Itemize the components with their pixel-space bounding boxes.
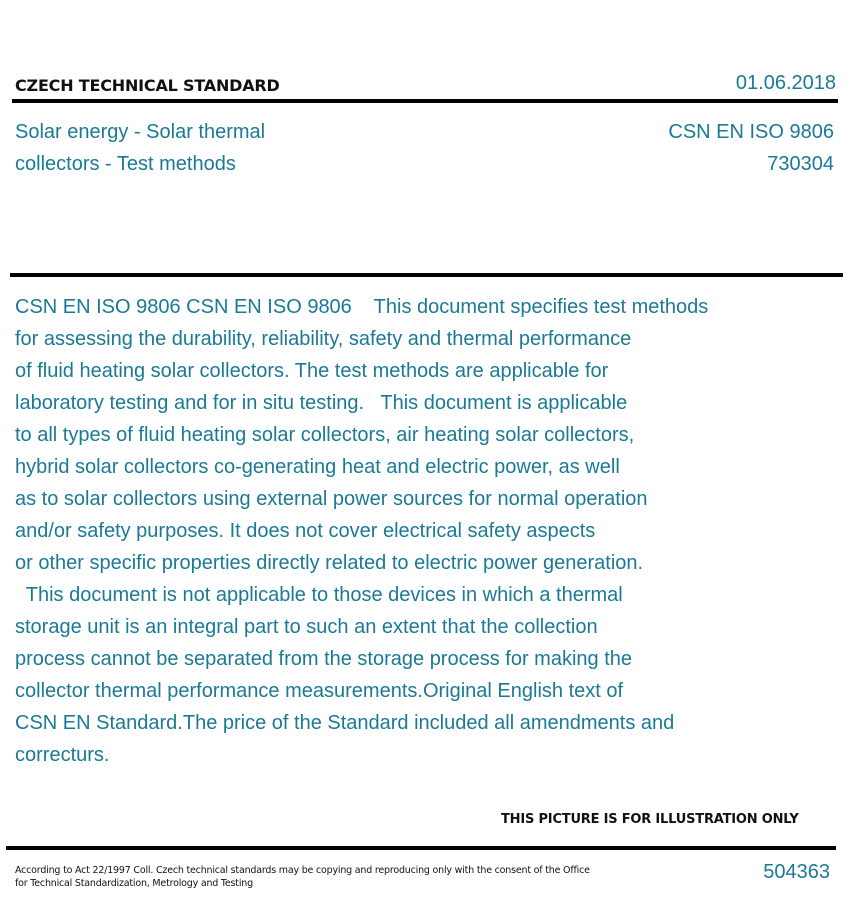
- abstract-line: This document is not applicable to those devices in which a thermal: [15, 584, 623, 606]
- header-title: CZECH TECHNICAL STANDARD: [15, 76, 280, 95]
- legal-notice: [15, 864, 595, 890]
- abstract-line: CSN EN Standard.The price of the Standard included all amendments and: [15, 712, 675, 734]
- legal-notice-line: for Technical Standardization, Metrology and Testing: [15, 878, 253, 889]
- abstract-line: collector thermal performance measurements.Original English text of: [15, 680, 624, 702]
- abstract-line: correcturs.: [15, 744, 110, 766]
- document-identifiers: [668, 116, 834, 180]
- abstract-line: laboratory testing and for in situ testing. This document is applicable: [15, 392, 628, 414]
- abstract-text: [15, 291, 795, 771]
- abstract-line: for assessing the durability, reliability, safety and thermal performance: [15, 328, 632, 350]
- abstract-line: and/or safety purposes. It does not cover electrical safety aspects: [15, 520, 596, 542]
- catalog-number: 504363: [763, 861, 830, 883]
- abstract-line: or other specific properties directly related to electric power generation.: [15, 552, 644, 574]
- abstract-line: CSN EN ISO 9806 CSN EN ISO 9806 This document specifies test methods: [15, 296, 709, 318]
- abstract-line: as to solar collectors using external power sources for normal operation: [15, 488, 648, 510]
- standard-number: CSN EN ISO 9806: [668, 121, 834, 143]
- abstract-line: storage unit is an integral part to such an extent that the collection: [15, 616, 598, 638]
- abstract-line: hybrid solar collectors co-generating heat and electric power, as well: [15, 456, 620, 478]
- class-code: 730304: [767, 153, 834, 175]
- document-title-line: Solar energy - Solar thermal: [15, 121, 266, 143]
- abstract-line: process cannot be separated from the storage process for making the: [15, 648, 633, 670]
- legal-notice-line: According to Act 22/1997 Coll. Czech technical standards may be copying and reproducing only with the consent of the Office: [15, 865, 590, 876]
- abstract-line: of fluid heating solar collectors. The test methods are applicable for: [15, 360, 609, 382]
- document-title-line: collectors - Test methods: [15, 153, 236, 175]
- illustration-note: THIS PICTURE IS FOR ILLUSTRATION ONLY: [501, 812, 799, 827]
- footer-divider: [6, 846, 836, 850]
- abstract-line: to all types of fluid heating solar collectors, air heating solar collectors,: [15, 424, 635, 446]
- header-date: 01.06.2018: [735, 72, 836, 94]
- header-divider: [12, 99, 838, 103]
- title-divider: [10, 273, 843, 277]
- document-title: [15, 116, 375, 180]
